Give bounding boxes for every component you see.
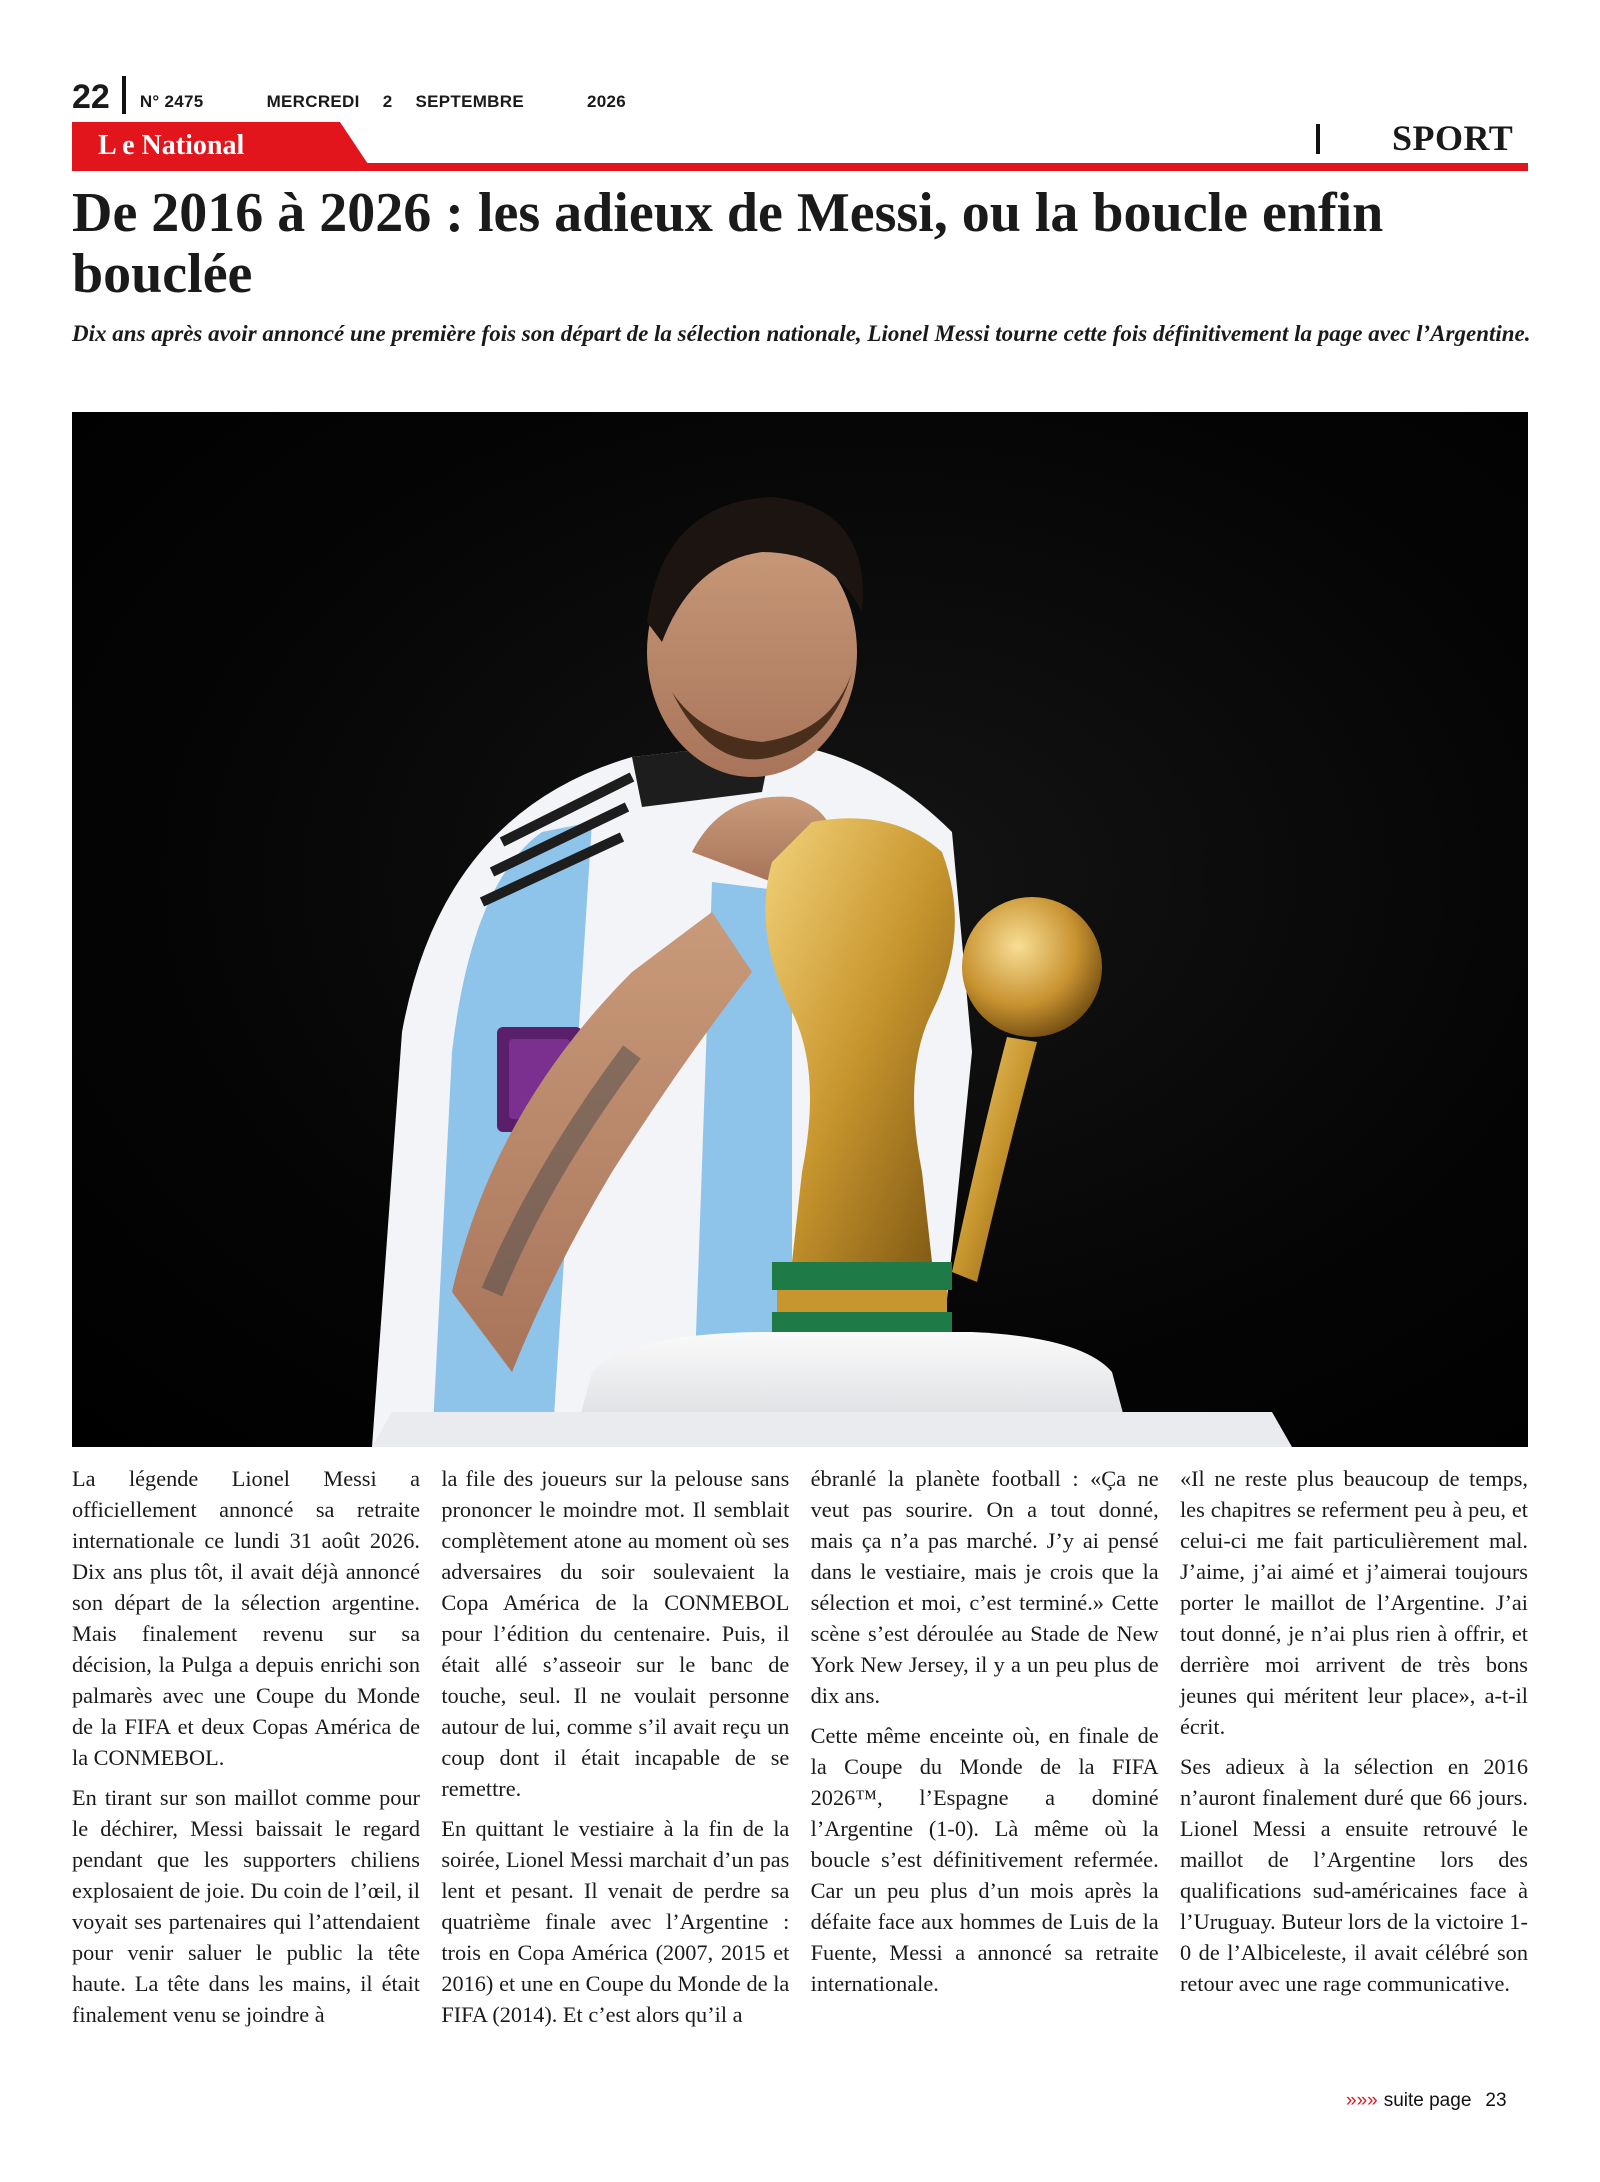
paragraph: la file des joueurs sur la pelouse sans prononcer le moindre mot. Il semblait complètement atone au moment où ses adversaires du soir soulevaient la Copa América de la CONMEBOL pour l’édition du centenaire. Puis, il était allé s’asseoir sur le banc de touche, seul. Il ne voulait personne autour de lui, comme s’il avait reçu un coup dont il était incapable de se remettre. xyxy=(441,1466,790,1801)
article-body xyxy=(72,1463,1528,2103)
article-headline: De 2016 à 2026 : les adieux de Messi, ou la boucle enfin bouclée xyxy=(72,182,1384,305)
continuation-arrows: »»» xyxy=(1346,2090,1378,2111)
header-red-rule xyxy=(72,163,1528,171)
paragraph: En quittant le vestiaire à la fin de la soirée, Lionel Messi marchait d’un pas lent et pesant. Il venait de perdre sa quatrième finale avec l’Argentine : trois en Copa América (2007, 2015 et 2016) et une en Coupe du Monde de la FIFA (2014). Et c’est alors qu’il a xyxy=(441,1816,790,2027)
paragraph: La légende Lionel Messi a officiellement annoncé sa retraite internationale ce lundi 31 août 2026. Dix ans plus tôt, il avait déjà annoncé son départ de la sélection argentine. Mais finalement revenu sur sa décision, la Pulga a depuis enrichi son palmarès avec une Coupe du Monde de la FIFA et deux Copas América de la CONMEBOL. xyxy=(72,1466,420,1770)
article-column-3 xyxy=(811,1463,1159,2103)
issue-date-line xyxy=(140,93,644,110)
photo-illustration xyxy=(72,412,1528,1447)
article-photo xyxy=(72,412,1528,1447)
weekday: MERCREDI xyxy=(266,92,360,111)
paragraph: Cette même enceinte où, en finale de la Coupe du Monde de la FIFA 2026™, l’Espagne a dominé l’Argentine (1-0). Là même où la boucle s’est définitivement refermée. Car un peu plus d’un mois après la défaite face aux hommes de Luis de la Fuente, Messi a annoncé sa retraite internationale. xyxy=(810,1723,1159,1996)
brand-name: L e National xyxy=(98,130,245,161)
article-column-2 xyxy=(441,1463,789,2103)
issue-number: N° 2475 xyxy=(139,92,204,111)
page-number: 22 xyxy=(72,78,110,116)
continuation-link[interactable] xyxy=(1346,2089,1507,2113)
year: 2026 xyxy=(587,92,627,111)
article-column-4 xyxy=(1180,1463,1528,2103)
day: 2 xyxy=(382,92,393,111)
section-label: SPORT xyxy=(1392,118,1514,158)
continuation-page: 23 xyxy=(1485,2090,1507,2111)
header-divider xyxy=(122,76,126,114)
paragraph: «Il ne reste plus beaucoup de temps, les chapitres se referment peu à peu, et celui-ci me fait particulièrement mal. J’aime, j’ai aimé et j’aimerai toujours porter le maillot de l’Argentine. J’ai tout donné, je n’ai plus rien à offrir, et derrière moi arrivent de très bons jeunes qui méritent leur place», a-t-il écrit. xyxy=(1179,1466,1528,1739)
article-column-1 xyxy=(72,1463,420,2103)
continuation-label: suite page xyxy=(1383,2090,1472,2111)
paragraph: Ses adieux à la sélection en 2016 n’auront finalement duré que 66 jours. Lionel Messi a ensuite retrouvé le maillot de l’Argentine lors des qualifications sud-américaines face à l’Uruguay. Buteur lors de la victoire 1-0 de l’Albiceleste, il avait célébré son retour avec une rage communicative. xyxy=(1179,1754,1528,1996)
paragraph: ébranlé la planète football : «Ça ne veut pas sourire. On a tout donné, mais ça n’a pas marché. J’y ai pensé dans le vestiaire, mais je crois que la sélection et moi, c’est terminé.» Cette scène s’est déroulée au Stade de New York New Jersey, il y a un peu plus de dix ans. xyxy=(810,1466,1159,1708)
paragraph: En tirant sur son maillot comme pour le déchirer, Messi baissait le regard pendant que les supporters chiliens explosaient de joie. Du coin de l’œil, il voyait ses partenaires qui l’attendaient pour venir saluer le public la tête haute. La tête dans les mains, il était finalement venu se joindre à xyxy=(72,1785,420,2027)
section-divider xyxy=(1316,124,1320,154)
month: SEPTEMBRE xyxy=(415,92,524,111)
article-lede: Dix ans après avoir annoncé une première fois son départ de la sélection nationale, Lionel Messi tourne cette fois définitivement la page avec l’Argentine. xyxy=(72,321,1531,346)
page-header-line xyxy=(72,68,644,114)
